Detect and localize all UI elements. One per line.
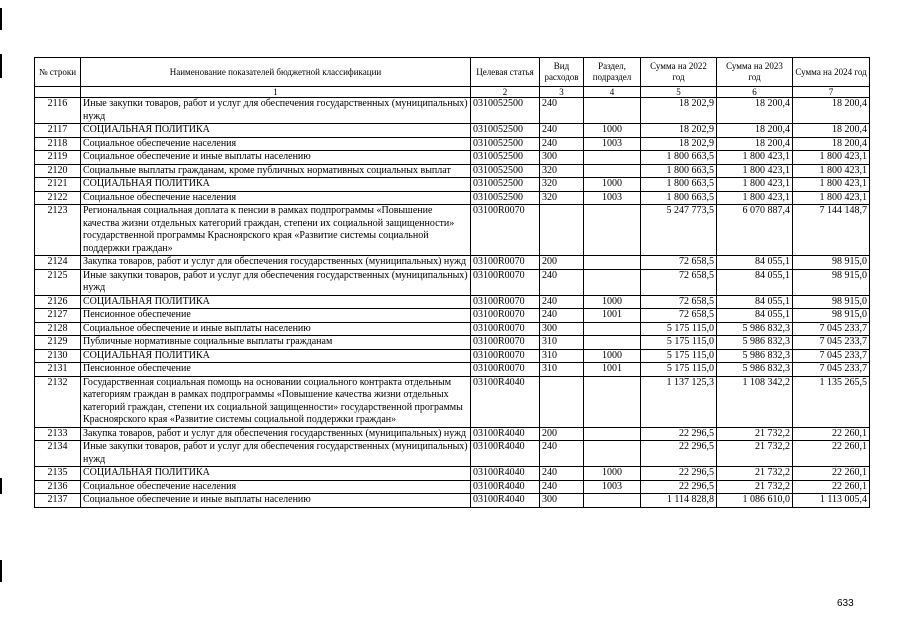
row-name: Региональная социальная доплата к пенсии в рамках подпрограммы «Повышение качества жизни отдельных категорий граждан, степени их социальной защищенности» государственной программы Красноярского края «Развитие системы социальной поддержки граждан» [81,205,471,256]
row-sum-2022: 18 202,9 [641,98,717,124]
row-number: 2126 [35,295,81,309]
row-section [584,336,641,350]
row-name: Социальное обеспечение и иные выплаты населению [81,151,471,165]
row-target-article: 0310052500 [471,124,540,138]
table-row [35,427,870,441]
header-vid: Вид расходов [540,58,584,87]
row-sum-2024: 7 045 233,7 [793,336,870,350]
row-target-article: 03100R0070 [471,309,540,323]
table-body [35,98,870,508]
binding-mark [0,8,2,30]
row-sum-2024: 7 045 233,7 [793,322,870,336]
row-sum-2024: 18 200,4 [793,137,870,151]
row-sum-2024: 7 045 233,7 [793,349,870,363]
row-sum-2022: 1 800 663,5 [641,151,717,165]
row-section [584,151,641,165]
row-number: 2130 [35,349,81,363]
row-section [584,376,641,427]
row-expense-type: 240 [540,309,584,323]
row-section [584,256,641,270]
row-expense-type: 310 [540,336,584,350]
binding-mark [0,54,2,78]
row-number: 2128 [35,322,81,336]
row-target-article: 0310052500 [471,98,540,124]
row-expense-type: 320 [540,191,584,205]
row-sum-2023: 21 732,2 [717,441,793,467]
table-row [35,98,870,124]
header-num: № строки [35,58,81,87]
row-name: СОЦИАЛЬНАЯ ПОЛИТИКА [81,295,471,309]
table-row [35,205,870,256]
table-row [35,137,870,151]
row-sum-2022: 1 137 125,3 [641,376,717,427]
row-target-article: 03100R0070 [471,363,540,377]
row-name: Закупка товаров, работ и услуг для обеспечения государственных (муниципальных) нужд [81,427,471,441]
row-name: Социальное обеспечение населения [81,480,471,494]
table-row [35,376,870,427]
row-target-article: 0310052500 [471,164,540,178]
table-row [35,269,870,295]
row-expense-type: 240 [540,137,584,151]
row-sum-2023: 84 055,1 [717,309,793,323]
row-sum-2024: 1 135 265,5 [793,376,870,427]
row-sum-2024: 1 800 423,1 [793,151,870,165]
row-name: Социальное обеспечение населения [81,137,471,151]
row-number: 2129 [35,336,81,350]
row-target-article: 03100R0070 [471,322,540,336]
table-row [35,494,870,508]
row-section: 1000 [584,467,641,481]
row-sum-2022: 1 800 663,5 [641,164,717,178]
row-number: 2117 [35,124,81,138]
row-number: 2133 [35,427,81,441]
header-sum-2023: Сумма на 2023 год [717,58,793,87]
row-section [584,269,641,295]
row-name: Иные закупки товаров, работ и услуг для обеспечения государственных (муниципальных) нужд [81,269,471,295]
row-sum-2023: 1 800 423,1 [717,164,793,178]
table-row [35,322,870,336]
row-sum-2024: 98 915,0 [793,309,870,323]
row-name: СОЦИАЛЬНАЯ ПОЛИТИКА [81,178,471,192]
row-number: 2135 [35,467,81,481]
row-sum-2024: 18 200,4 [793,98,870,124]
row-target-article: 03100R0070 [471,205,540,256]
row-sum-2023: 1 800 423,1 [717,151,793,165]
row-section: 1001 [584,363,641,377]
row-sum-2022: 22 296,5 [641,441,717,467]
row-number: 2118 [35,137,81,151]
row-target-article: 03100R4040 [471,376,540,427]
header-code: Целевая статья [471,58,540,87]
row-number: 2137 [35,494,81,508]
row-sum-2023: 21 732,2 [717,467,793,481]
row-expense-type: 240 [540,480,584,494]
row-expense-type: 240 [540,124,584,138]
table-row [35,480,870,494]
page-number: 633 [837,598,854,609]
col-number: 2 [471,87,540,98]
row-sum-2022: 22 296,5 [641,480,717,494]
row-expense-type: 240 [540,295,584,309]
row-number: 2134 [35,441,81,467]
row-expense-type: 240 [540,98,584,124]
row-section [584,322,641,336]
row-expense-type: 310 [540,363,584,377]
row-target-article: 0310052500 [471,137,540,151]
row-section: 1003 [584,191,641,205]
row-expense-type: 240 [540,467,584,481]
row-target-article: 03100R0070 [471,269,540,295]
row-sum-2023: 5 986 832,3 [717,336,793,350]
row-sum-2022: 72 658,5 [641,269,717,295]
row-name: Пенсионное обеспечение [81,363,471,377]
row-sum-2024: 98 915,0 [793,256,870,270]
row-sum-2023: 21 732,2 [717,480,793,494]
col-number: 6 [717,87,793,98]
binding-mark [0,478,2,494]
row-expense-type: 240 [540,269,584,295]
header-razd: Раздел, подраздел [584,58,641,87]
row-section [584,205,641,256]
row-sum-2023: 18 200,4 [717,137,793,151]
row-sum-2024: 18 200,4 [793,124,870,138]
row-name: Социальные выплаты гражданам, кроме публичных нормативных социальных выплат [81,164,471,178]
row-sum-2023: 1 800 423,1 [717,191,793,205]
row-section [584,164,641,178]
row-section: 1001 [584,309,641,323]
row-sum-2024: 22 260,1 [793,441,870,467]
row-sum-2023: 18 200,4 [717,124,793,138]
row-sum-2022: 22 296,5 [641,467,717,481]
row-sum-2022: 1 800 663,5 [641,191,717,205]
row-sum-2024: 22 260,1 [793,467,870,481]
row-sum-2024: 1 800 423,1 [793,178,870,192]
row-number: 2131 [35,363,81,377]
row-sum-2022: 18 202,9 [641,124,717,138]
row-name: Государственная социальная помощь на основании социального контракта отдельным категориям граждан в рамках подпрограммы «Повышение качества жизни отдельных категорий граждан, степени их социальной защищенности» государственной программы Красноярского края «Развитие системы социальной поддержки граждан» [81,376,471,427]
row-name: Социальное обеспечение населения [81,191,471,205]
header-row [35,58,870,87]
row-sum-2023: 6 070 887,4 [717,205,793,256]
row-target-article: 03100R4040 [471,467,540,481]
col-number: 5 [641,87,717,98]
row-sum-2023: 1 086 610,0 [717,494,793,508]
budget-table [34,57,870,508]
row-name: Иные закупки товаров, работ и услуг для обеспечения государственных (муниципальных) нужд [81,441,471,467]
row-number: 2121 [35,178,81,192]
table-row [35,164,870,178]
table-row [35,191,870,205]
row-sum-2023: 5 986 832,3 [717,363,793,377]
header-sum-2024: Сумма на 2024 год [793,58,870,87]
row-sum-2022: 1 800 663,5 [641,178,717,192]
row-sum-2024: 22 260,1 [793,427,870,441]
row-name: Иные закупки товаров, работ и услуг для обеспечения государственных (муниципальных) нужд [81,98,471,124]
row-sum-2024: 7 144 148,7 [793,205,870,256]
row-name: СОЦИАЛЬНАЯ ПОЛИТИКА [81,124,471,138]
row-name: СОЦИАЛЬНАЯ ПОЛИТИКА [81,349,471,363]
row-sum-2023: 84 055,1 [717,295,793,309]
row-sum-2022: 72 658,5 [641,309,717,323]
row-sum-2022: 5 175 115,0 [641,363,717,377]
row-expense-type [540,205,584,256]
row-sum-2023: 84 055,1 [717,269,793,295]
row-sum-2023: 1 108 342,2 [717,376,793,427]
row-expense-type: 200 [540,256,584,270]
row-number: 2120 [35,164,81,178]
table-row [35,349,870,363]
row-number: 2132 [35,376,81,427]
row-sum-2024: 1 800 423,1 [793,191,870,205]
row-sum-2022: 5 247 773,5 [641,205,717,256]
row-expense-type: 200 [540,427,584,441]
row-name: Социальное обеспечение и иные выплаты населению [81,494,471,508]
table-row [35,309,870,323]
header-name: Наименование показателей бюджетной классификации [81,58,471,87]
row-expense-type: 320 [540,164,584,178]
row-sum-2022: 22 296,5 [641,427,717,441]
row-name: СОЦИАЛЬНАЯ ПОЛИТИКА [81,467,471,481]
row-sum-2024: 7 045 233,7 [793,363,870,377]
row-number: 2125 [35,269,81,295]
row-number: 2119 [35,151,81,165]
row-sum-2024: 22 260,1 [793,480,870,494]
table-row [35,178,870,192]
table-row [35,441,870,467]
row-number: 2123 [35,205,81,256]
table-row [35,467,870,481]
table-row [35,363,870,377]
row-sum-2023: 18 200,4 [717,98,793,124]
row-sum-2022: 5 175 115,0 [641,322,717,336]
col-number: 4 [584,87,641,98]
row-sum-2023: 5 986 832,3 [717,322,793,336]
row-target-article: 0310052500 [471,191,540,205]
col-number: 3 [540,87,584,98]
column-number-row [35,87,870,98]
row-number: 2124 [35,256,81,270]
row-number: 2136 [35,480,81,494]
row-section: 1000 [584,178,641,192]
row-sum-2024: 98 915,0 [793,269,870,295]
table-row [35,124,870,138]
row-expense-type: 310 [540,349,584,363]
table-row [35,295,870,309]
row-target-article: 03100R0070 [471,256,540,270]
col-number: 1 [81,87,471,98]
row-name: Социальное обеспечение и иные выплаты населению [81,322,471,336]
row-number: 2116 [35,98,81,124]
row-number: 2122 [35,191,81,205]
row-section: 1000 [584,124,641,138]
row-target-article: 03100R4040 [471,427,540,441]
row-target-article: 03100R4040 [471,441,540,467]
row-name: Пенсионное обеспечение [81,309,471,323]
row-target-article: 03100R0070 [471,295,540,309]
row-section [584,427,641,441]
row-name: Публичные нормативные социальные выплаты гражданам [81,336,471,350]
row-section [584,494,641,508]
row-section: 1000 [584,295,641,309]
row-target-article: 0310052500 [471,151,540,165]
table-row [35,336,870,350]
row-sum-2022: 18 202,9 [641,137,717,151]
row-target-article: 03100R0070 [471,349,540,363]
row-expense-type: 300 [540,494,584,508]
row-sum-2024: 1 113 005,4 [793,494,870,508]
row-section: 1003 [584,480,641,494]
row-section: 1000 [584,349,641,363]
row-target-article: 03100R4040 [471,494,540,508]
row-sum-2022: 72 658,5 [641,256,717,270]
table-row [35,256,870,270]
row-expense-type [540,376,584,427]
row-target-article: 0310052500 [471,178,540,192]
col-number [35,87,81,98]
header-sum-2022: Сумма на 2022 год [641,58,717,87]
row-sum-2023: 5 986 832,3 [717,349,793,363]
row-sum-2022: 72 658,5 [641,295,717,309]
row-expense-type: 300 [540,151,584,165]
row-sum-2024: 98 915,0 [793,295,870,309]
row-sum-2022: 5 175 115,0 [641,349,717,363]
row-sum-2023: 1 800 423,1 [717,178,793,192]
row-target-article: 03100R0070 [471,336,540,350]
row-expense-type: 320 [540,178,584,192]
table-row [35,151,870,165]
row-sum-2023: 84 055,1 [717,256,793,270]
row-expense-type: 300 [540,322,584,336]
row-section [584,441,641,467]
row-sum-2024: 1 800 423,1 [793,164,870,178]
row-section [584,98,641,124]
row-name: Закупка товаров, работ и услуг для обеспечения государственных (муниципальных) нужд [81,256,471,270]
row-target-article: 03100R4040 [471,480,540,494]
row-sum-2023: 21 732,2 [717,427,793,441]
binding-mark [0,560,2,582]
row-number: 2127 [35,309,81,323]
row-sum-2022: 1 114 828,8 [641,494,717,508]
col-number: 7 [793,87,870,98]
row-expense-type: 240 [540,441,584,467]
row-section: 1003 [584,137,641,151]
row-sum-2022: 5 175 115,0 [641,336,717,350]
